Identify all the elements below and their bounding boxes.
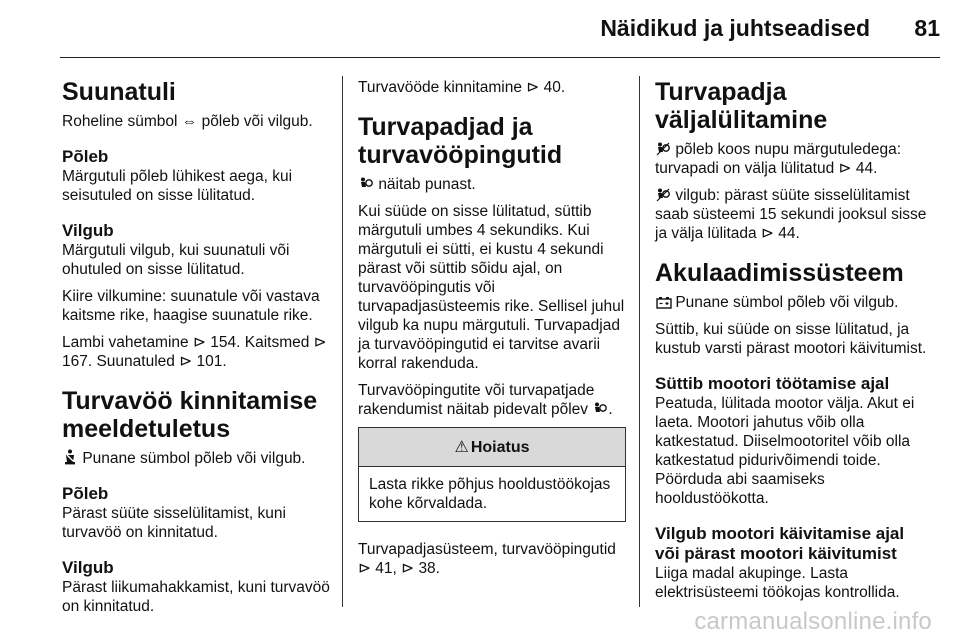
- watermark: carmanualsonline.info: [694, 608, 932, 635]
- paragraph: Pärast liikumahakkamist, kuni turvavöö on kinnitatud.: [62, 579, 330, 615]
- warning-body: Lasta rikke põhjus hooldustöökojas kohe kõrvaldada.: [369, 476, 611, 512]
- paragraph: Kui süüde on sisse lülitatud, süttib märgutuli umbes 4 sekundiks. Kui märgutuli ei sütti, ei kustu 4 sekundi pärast või süttib sõidu ajal, on turvavööpingutis või turvapadjasüsteemis rike. Sellisel juhul vilgub ka nupu märgutuli. Turvapadjad ja turvavööpingutid ei tarvitse avarii korral rakenduda.: [358, 203, 625, 372]
- paragraph: Turvavööde kinnitamine ⊳ 40.: [358, 79, 566, 96]
- page-header: [0, 0, 960, 58]
- subheading-vilgub: Vilgub: [62, 558, 114, 577]
- subheading-poleb: Põleb: [62, 147, 109, 166]
- warning-triangle-icon: ⚠: [454, 438, 469, 456]
- paragraph: [62, 449, 330, 468]
- paragraph: [655, 140, 930, 178]
- paragraph: Roheline sümbol ⇔ põleb või vilgub.: [62, 113, 313, 130]
- section-title-suunatuli: Suunatuli: [62, 78, 176, 106]
- section-title-akulaadimis: Akulaadimissüsteem: [655, 259, 904, 287]
- header-title: Näidikud ja juhtseadised: [600, 15, 870, 41]
- column-3: [655, 78, 930, 610]
- subheading-vilgub: Vilgub: [62, 221, 114, 240]
- subheading-vilgub-mootori: Vilgub mootori käivitamise ajal või pärast mootori käivitumist: [655, 524, 905, 563]
- paragraph: Turvapadjasüsteem, turvavööpingutid ⊳ 41, ⊳ 38.: [358, 541, 616, 577]
- paragraph-text: Punane sümbol põleb või vilgub.: [675, 294, 899, 311]
- subheading-poleb: Põleb: [62, 484, 109, 503]
- column-divider: [342, 76, 343, 607]
- paragraph: Liiga madal akupinge. Lasta elektrisüsteemi töökojas kontrollida.: [655, 565, 900, 601]
- warning-header: [359, 428, 625, 467]
- warning-title: Hoiatus: [470, 438, 530, 456]
- paragraph: Süttib, kui süüde on sisse lülitatud, ja kustub varsti pärast mootori käivitumist.: [655, 321, 927, 357]
- airbag-off-icon: [656, 142, 670, 156]
- paragraph: Turvavööpingutite või turvapatjade rakendumist näitab pidevalt põlev .: [358, 382, 613, 418]
- column-2: [358, 78, 626, 586]
- warning-box: [358, 427, 626, 522]
- battery-icon: [656, 295, 670, 309]
- column-divider: [639, 76, 640, 607]
- paragraph: [655, 186, 930, 243]
- seatbelt-reminder-icon: [63, 449, 77, 463]
- section-title-turvavoo: Turvavöö kinnitamise meeldetuletus: [62, 387, 318, 443]
- paragraph-text: näitab punast.: [378, 176, 476, 193]
- paragraph-text: põleb koos nupu märgutuledega: turvapadi on välja lülitatud ⊳ 44.: [655, 141, 902, 177]
- column-1: [62, 78, 330, 624]
- paragraph: Lambi vahetamine ⊳ 154. Kaitsmed ⊳ 167. Suunatuled ⊳ 101.: [62, 334, 327, 370]
- paragraph: Pärast süüte sisselülitamist, kuni turvavöö on kinnitatud.: [62, 505, 286, 541]
- subheading-suttib-mootori: Süttib mootori töötamise ajal: [655, 374, 890, 393]
- airbag-icon: [359, 177, 373, 191]
- paragraph: Peatuda, lülitada mootor välja. Akut ei laeta. Mootori jahutus võib olla katkestatud. Diiselmootoritel võib olla katkestatud pidurivõimendi toide. Pöörduda abi saamiseks hooldustöökotta.: [655, 395, 915, 507]
- page-number: 81: [914, 15, 940, 41]
- header-rule: [60, 57, 940, 58]
- paragraph: Märgutuli vilgub, kui suunatuli või ohutuled on sisse lülitatud.: [62, 242, 290, 278]
- paragraph-text: Punane sümbol põleb või vilgub.: [82, 450, 306, 467]
- section-title-turvapadjad: Turvapadjad ja turvavööpingutid: [358, 113, 563, 169]
- paragraph: Märgutuli põleb lühikest aega, kui seisutuled on sisse lülitatud.: [62, 168, 293, 204]
- paragraph: [655, 293, 930, 312]
- paragraph: Kiire vilkumine: suunatule või vastava kaitsme rike, haagise suunatule rike.: [62, 288, 320, 324]
- airbag-off-icon: [656, 188, 670, 202]
- airbag-icon: [593, 402, 607, 416]
- paragraph-text: Turvavööpingutite või turvapatjade rakendumist näitab pidevalt põlev: [358, 382, 595, 418]
- paragraph-text: vilgub: pärast süüte sisselülitamist saab süsteemi 15 sekundi jooksul sisse ja välja lülitada ⊳ 44.: [655, 187, 927, 242]
- paragraph: [358, 175, 626, 194]
- section-title-valjalulitamine: Turvapadja väljalülitamine: [655, 78, 828, 134]
